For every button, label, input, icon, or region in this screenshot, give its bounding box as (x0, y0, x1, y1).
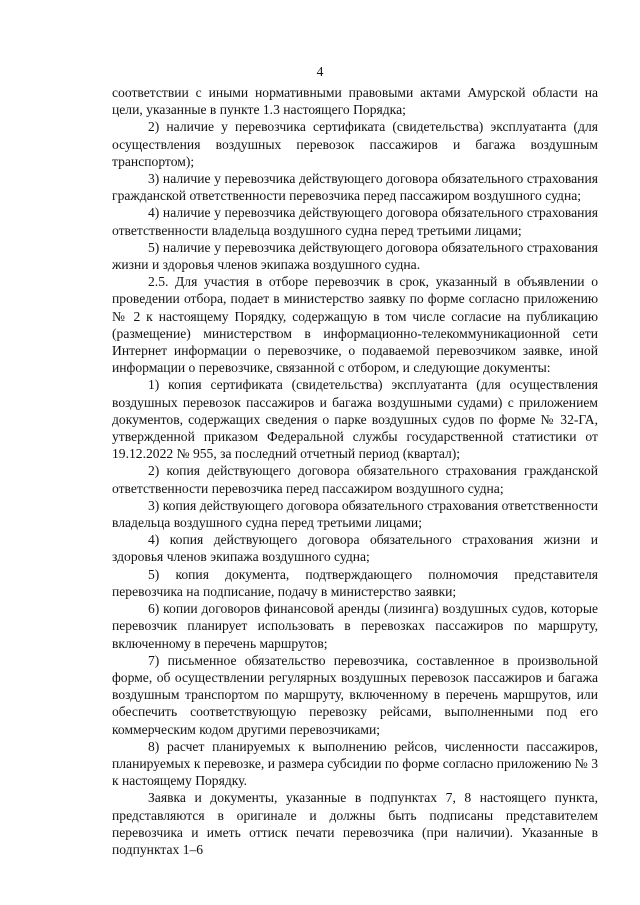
paragraph: 8) расчет планируемых к выполнению рейсов, численности пассажиров, планируемых к перевозке, и размера субсидии по форме согласно приложению № 3 к настоящему Порядку. (112, 738, 598, 789)
paragraph: 7) письменное обязательство перевозчика, составленное в произвольной форме, об осуществлении регулярных воздушных перевозок пассажиров и багажа воздушным транспортом по маршруту, включенному в перечень маршрутов, или обеспечить соответствующую перевозку рейсами, выполненными под его коммерческим кодом другими перевозчиками; (112, 652, 598, 737)
paragraph: Заявка и документы, указанные в подпунктах 7, 8 настоящего пункта, представляются в оригинале и должны быть подписаны представителем перевозчика и иметь оттиск печати перевозчика (при наличии). Указанные в подпунктах 1–6 (112, 790, 598, 857)
paragraph: 1) копия сертификата (свидетельства) эксплуатанта (для осуществления воздушных перевозок пассажиров и багажа воздушными судами) с приложением документов, содержащих сведения о парке воздушных судов по форме № 32-ГА, утвержденной приказом Федеральной службы государственной статистики от 19.12.2022 № 955, за последний отчетный период (квартал); (112, 377, 598, 462)
paragraph: 4) наличие у перевозчика действующего договора обязательного страхования ответственности владельца воздушного судна перед третьими лицами; (112, 205, 598, 238)
paragraph: 4) копия действующего договора обязательного страхования жизни и здоровья членов экипажа воздушного судна; (112, 532, 598, 565)
paragraph: 6) копии договоров финансовой аренды (лизинга) воздушных судов, которые перевозчик планирует использовать в перевозках пассажиров по маршруту, включенному в перечень маршрутов; (112, 601, 598, 651)
paragraph: 3) копия действующего договора обязательного страхования ответственности владельца воздушного судна перед третьими лицами; (112, 497, 598, 531)
paragraph: 2) наличие у перевозчика сертификата (свидетельства) эксплуатанта (для осуществления воздушных перевозок пассажиров и багажа воздушным транспортом); (112, 119, 598, 169)
paragraph: 2) копия действующего договора обязательного страхования гражданской ответственности перевозчика перед пассажиром воздушного судна; (112, 463, 598, 496)
page-number: 4 (316, 64, 324, 79)
paragraph: 2.5. Для участия в отборе перевозчик в срок, указанный в объявлении о проведении отбора, подает в министерство заявку по форме согласно приложению № 2 к настоящему Порядку, содержащую в том числе согласие на публикацию (размещение) министерством в информационно-телекоммуникационной сети Интернет информации о перевозчике, о подаваемой перевозчиком заявке, иной информации о перевозчике, связанной с отбором, и следующие документы: (112, 274, 598, 376)
paragraph: 5) копия документа, подтверждающего полномочия представителя перевозчика на подписание, подачу в министерство заявки; (112, 566, 598, 599)
document-body (112, 84, 598, 858)
paragraph: 3) наличие у перевозчика действующего договора обязательного страхования гражданской ответственности перевозчика перед пассажиром воздушного судна; (112, 171, 598, 204)
paragraph: соответствии с иными нормативными правовыми актами Амурской области на цели, указанные в пункте 1.3 настоящего Порядка; (112, 85, 598, 118)
paragraph: 5) наличие у перевозчика действующего договора обязательного страхования жизни и здоровья членов экипажа воздушного судна. (112, 239, 598, 273)
